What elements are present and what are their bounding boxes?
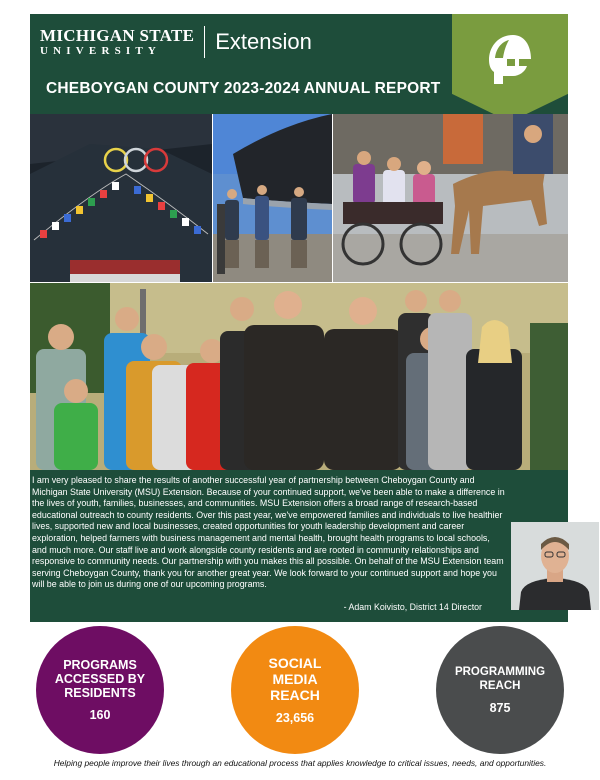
director-letter [30, 470, 568, 622]
stat-value: 160 [89, 708, 111, 722]
stat-label: PROGRAMMING REACH [454, 666, 546, 692]
stat-value: 23,656 [275, 711, 315, 725]
msu-wordmark [40, 27, 194, 58]
stat-label: SOCIAL MEDIA REACH [268, 655, 322, 703]
stat-programming-reach [436, 626, 564, 754]
footer-tagline: Helping people improve their lives through an educational process that applies knowledge to critical issues, needs, and opportunities. [53, 758, 547, 768]
photo-flags-stadium [30, 114, 212, 282]
stat-label: PROGRAMS ACCESSED BY RESIDENTS [54, 658, 146, 700]
director-portrait [511, 522, 599, 610]
msu-extension-logo [40, 26, 312, 58]
letter-signature: - Adam Koivisto, District 14 Director [343, 602, 482, 612]
report-title: CHEBOYGAN COUNTY 2023-2024 ANNUAL REPORT [46, 80, 441, 97]
photo-pony-cart [333, 114, 568, 282]
stat-social-media-reach [231, 626, 359, 754]
stat-programs-accessed [36, 626, 164, 754]
logo-divider [204, 26, 205, 58]
extension-label: Extension [215, 29, 312, 54]
org-name-line1: MICHIGAN STATE [40, 25, 195, 45]
photo-boat-group [213, 114, 332, 282]
photo-group-event [30, 283, 568, 470]
org-name-line2: UNIVERSITY [40, 44, 162, 57]
letter-body: I am very pleased to share the results of another successful year of partnership between Cheboygan County and Michigan State University (MSU) Extension. Because of your continued support, we've been able to make a difference in the lives of youth, families, businesses, and communities. MSU Extension offers a broad range of research-based educational outreach to county residents. Over this past year, we've empowered families and individuals to live healthier lives, supported new and local businesses, created opportunities for youth leadership development and career exploration, helped farmers with business management and mental health, brought health programs to local schools, and much more. Our staff live and work alongside county residents and are rooted in community relationships and responsive to community needs. Our partnership with you makes this all possible. On behalf of the MSU Extension team serving Cheboygan County, thank you for another great year. We look forward to your continued support and hope you will be able to join us during one of our upcoming programs. [32, 475, 505, 590]
stat-value: 875 [489, 701, 511, 715]
spartan-helmet-icon [483, 32, 537, 88]
